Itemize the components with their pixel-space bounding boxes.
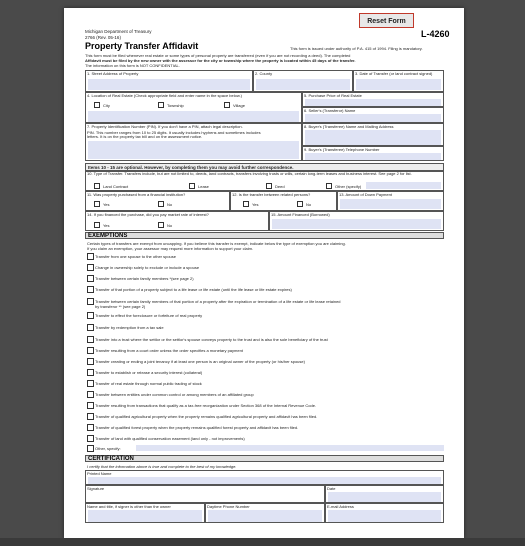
form-revision: 2766 (Rev. 05-16): [85, 35, 121, 40]
buyer-phone-label: 9. Buyer's (Transferee) Telephone Number: [304, 147, 380, 152]
exemption-label: Transfer between entities under common control or among members of an affiliated group: [95, 392, 254, 397]
purchase-price-cell: [302, 92, 444, 107]
exemption-label: Transfer between certain family members *(see page 2): [95, 276, 194, 281]
exemption-checkbox[interactable]: [87, 336, 94, 343]
transfer-type-label: 10. Type of Transfer. Transfers include, but are not limited to, deeds, land contracts, transfers involving trusts or wills, certain long-term leases and business interest. See page 2 for list.: [87, 171, 412, 176]
intro-line-1: This form must be filed whenever real estate or some types of personal property are transferred (even if you are not recording a deed). The completed: [85, 53, 351, 58]
county-input[interactable]: [256, 79, 350, 90]
f11-yes-label: Yes: [103, 202, 110, 207]
name-title-input[interactable]: [88, 510, 202, 522]
signature-label: Signature: [87, 486, 105, 491]
f11-no-checkbox[interactable]: [158, 201, 164, 207]
form-page: [64, 8, 464, 538]
street-address-label: 1. Street Address of Property: [87, 71, 139, 76]
purchase-price-label: 5. Purchase Price of Real Estate: [304, 93, 362, 98]
exemption-checkbox[interactable]: [87, 286, 94, 293]
exemption-label: Transfer creating or ending a joint tenancy if at least one person is an original owner of the property (or his/her spouse): [95, 359, 305, 364]
viewer-bottom-bar: [0, 538, 525, 546]
date-label: Date: [327, 486, 336, 491]
exemption-checkbox[interactable]: [87, 413, 94, 420]
location-label: 4. Location of Real Estate (Check appropriate field and enter name in the space below.): [87, 93, 242, 98]
exemption-label: Transfer of qualified agricultural property when the property remains qualified agricultural property and affidavit has been filed.: [95, 414, 318, 419]
down-payment-label: 13. Amount of Down Payment: [339, 192, 392, 197]
other-type-input[interactable]: [366, 182, 441, 189]
exemption-checkbox[interactable]: [87, 312, 94, 319]
street-address-input[interactable]: [88, 79, 250, 90]
amount-financed-label: 15. Amount Financed (Borrowed): [271, 212, 330, 217]
county-cell: [253, 70, 353, 92]
village-checkbox[interactable]: [224, 102, 230, 108]
email-cell: [325, 503, 444, 523]
phone-input[interactable]: [208, 510, 322, 522]
name-title-label: Name and title, if signer is other than the owner: [87, 504, 171, 509]
seller-name-label: 6. Seller's (Transferor) Name: [304, 108, 356, 113]
f12-no-label: No: [306, 202, 312, 207]
transfer-date-cell: [353, 70, 444, 92]
dept-name: Michigan Department of Treasury: [85, 29, 152, 34]
seller-name-input[interactable]: [305, 114, 441, 122]
exemption-checkbox[interactable]: [87, 391, 94, 398]
email-input[interactable]: [328, 510, 441, 522]
buyer-phone-cell: [302, 146, 444, 161]
county-label: 2. County: [255, 71, 273, 76]
exemption-checkbox[interactable]: [87, 275, 94, 282]
land-contract-label: Land Contract: [103, 184, 129, 189]
certification-statement: I certify that the information above is true and complete to the best of my knowledge.: [87, 464, 237, 469]
buyer-name-input[interactable]: [305, 130, 441, 145]
exemptions-intro-2: If you claim an exemption, your assessor may request more information to support your claim.: [87, 246, 254, 251]
land-contract-checkbox[interactable]: [94, 183, 100, 189]
printed-name-input[interactable]: [88, 477, 441, 484]
email-label: E-mail Address: [327, 504, 354, 509]
exemption-checkbox[interactable]: [87, 445, 94, 452]
other-type-checkbox[interactable]: [326, 183, 332, 189]
intro-line-2: Affidavit must be filed by the new owner with the assessor for the city or township where the property is located within 45 days of the transfer.: [85, 58, 356, 63]
exemption-label: Transfer of real estate through normal public trading of stock: [95, 381, 202, 386]
intro-line-3: The information on this form is NOT CONFIDENTIAL.: [85, 63, 180, 68]
township-checkbox[interactable]: [158, 102, 164, 108]
exemption-label: Transfer between certain family members of that portion of a property after the expiration or termination of a life estate or life lease retained: [95, 299, 341, 304]
lease-checkbox[interactable]: [189, 183, 195, 189]
exemption-label: Transfer of land with qualified conservation easement (land only - not improvements): [95, 436, 245, 441]
pin-input[interactable]: [88, 141, 299, 159]
pin-note-2: letters. It is on the property tax bill and on the assessment notice.: [87, 134, 203, 139]
market-rate-label: 14. If you financed the purchase, did you pay market rate of interest?: [87, 212, 209, 217]
date-cell: [325, 485, 444, 503]
transfer-date-label: 3. Date of Transfer (or land contract signed): [355, 71, 433, 76]
exemption-label: Transfer of that portion of a property subject to a life lease or life estate (until the life lease or life estate expires): [95, 287, 292, 292]
location-name-input[interactable]: [88, 111, 299, 122]
form-number: L-4260: [421, 29, 450, 39]
buyer-name-label: 8. Buyer's (Transferee) Name and Mailing Address: [304, 124, 394, 129]
exemption-label: Transfer into a trust where the settlor or the settlor's spouse conveys property to the trust and is also the sole beneficiary of the trust: [95, 337, 328, 342]
form-title: Property Transfer Affidavit: [85, 41, 199, 51]
certification-header: CERTIFICATION: [85, 455, 444, 462]
transfer-type-cell: [85, 171, 444, 191]
amount-financed-cell: [269, 211, 444, 231]
township-label: Township: [167, 103, 184, 108]
village-label: Village: [233, 103, 245, 108]
phone-cell: [205, 503, 325, 523]
exemption-label: Transfer to establish or release a security interest (collateral): [95, 370, 203, 375]
signature-cell: [85, 485, 325, 503]
exemption-checkbox[interactable]: [87, 324, 94, 331]
other-type-label: Other (specify): [335, 184, 362, 189]
f14-no-label: No: [167, 223, 173, 228]
exemptions-intro-1: Certain types of transfers are exempt from uncapping. If you believe this transfer is exempt, indicate below the type of exemption you are claiming.: [87, 241, 346, 246]
exemption-checkbox[interactable]: [87, 402, 94, 409]
exemption-label: Transfer of qualified forest property when the property remains qualified forest property and affidavit has been filed.: [95, 425, 299, 430]
f12-no-checkbox[interactable]: [297, 201, 303, 207]
city-label: City: [103, 103, 110, 108]
optional-items-header: [85, 163, 444, 171]
buyer-name-cell: [302, 123, 444, 146]
exemption-label: Other, specify:: [95, 446, 121, 451]
location-cell: [85, 92, 302, 123]
seller-name-cell: [302, 107, 444, 123]
market-rate-cell: [85, 211, 269, 231]
exemption-checkbox[interactable]: [87, 369, 94, 376]
financial-institution-cell: [85, 191, 230, 211]
f14-yes-checkbox[interactable]: [94, 222, 100, 228]
buyer-phone-input[interactable]: [305, 153, 441, 160]
down-payment-cell: [337, 191, 444, 211]
phone-label: Daytime Phone Number: [207, 504, 250, 509]
pin-cell: [85, 123, 302, 161]
exemption-checkbox[interactable]: [87, 424, 94, 431]
exemption-checkbox[interactable]: [87, 298, 94, 305]
other-exemption-input[interactable]: [136, 445, 444, 451]
exemption-checkbox[interactable]: [87, 358, 94, 365]
exemption-checkbox[interactable]: [87, 253, 94, 260]
name-title-cell: [85, 503, 205, 523]
exemption-checkbox[interactable]: [87, 435, 94, 442]
amount-financed-input[interactable]: [272, 219, 441, 229]
exemption-label: Transfer to effect the foreclosure or forfeiture of real property: [95, 313, 203, 318]
down-payment-input[interactable]: [340, 199, 441, 209]
related-persons-cell: [230, 191, 337, 211]
f11-no-label: No: [167, 202, 173, 207]
date-input[interactable]: [328, 492, 441, 502]
authority-text: This form is issued under authority of P.A. 415 of 1994. Filing is mandatory.: [290, 46, 423, 51]
lease-label: Lease: [198, 184, 209, 189]
f11-yes-checkbox[interactable]: [94, 201, 100, 207]
exemption-label: Transfer resulting from a court order unless the order specifies a monetary payment: [95, 348, 243, 353]
exemption-checkbox[interactable]: [87, 380, 94, 387]
exemption-label: Transfer resulting from transactions that qualify as a tax-free reorganization under Section 368 of the Internal Revenue Code.: [95, 403, 317, 408]
city-checkbox[interactable]: [94, 102, 100, 108]
f14-no-checkbox[interactable]: [158, 222, 164, 228]
pin-label: 7. Property Identification Number (PIN). If you don't have a PIN, attach legal description.: [87, 124, 243, 129]
exemption-label: Change in ownership solely to exclude or include a spouse: [95, 265, 200, 270]
f12-yes-checkbox[interactable]: [243, 201, 249, 207]
exemption-checkbox[interactable]: [87, 264, 94, 271]
financial-institution-label: 11. Was property purchased from a financial institution?: [87, 192, 186, 197]
exemption-checkbox[interactable]: [87, 347, 94, 354]
exemption-label: Transfer from one spouse to the other spouse: [95, 254, 177, 259]
printed-name-cell: [85, 470, 444, 485]
exemptions-header: EXEMPTIONS: [85, 232, 444, 239]
printed-name-label: Printed Name: [87, 471, 112, 476]
optional-items-text: Items 10 - 15 are optional. However, by completing them you may avoid further correspondence.: [88, 165, 294, 170]
purchase-price-input[interactable]: [305, 99, 441, 106]
deed-label: Deed: [275, 184, 285, 189]
exemption-label: Transfer by redemption from a tax sale: [95, 325, 164, 330]
deed-checkbox[interactable]: [266, 183, 272, 189]
f14-yes-label: Yes: [103, 223, 110, 228]
f12-yes-label: Yes: [252, 202, 259, 207]
related-persons-label: 12. Is the transfer between related persons?: [232, 192, 311, 197]
transfer-date-input[interactable]: [356, 79, 441, 90]
reset-form-button[interactable]: Reset Form: [359, 13, 414, 28]
exemption-label-continued: by transferor ** (see page 2): [95, 304, 146, 309]
pin-note-1: PIN. This number ranges from 10 to 25 digits. It usually includes hyphens and sometimes includes: [87, 130, 261, 135]
street-address-cell: [85, 70, 253, 92]
